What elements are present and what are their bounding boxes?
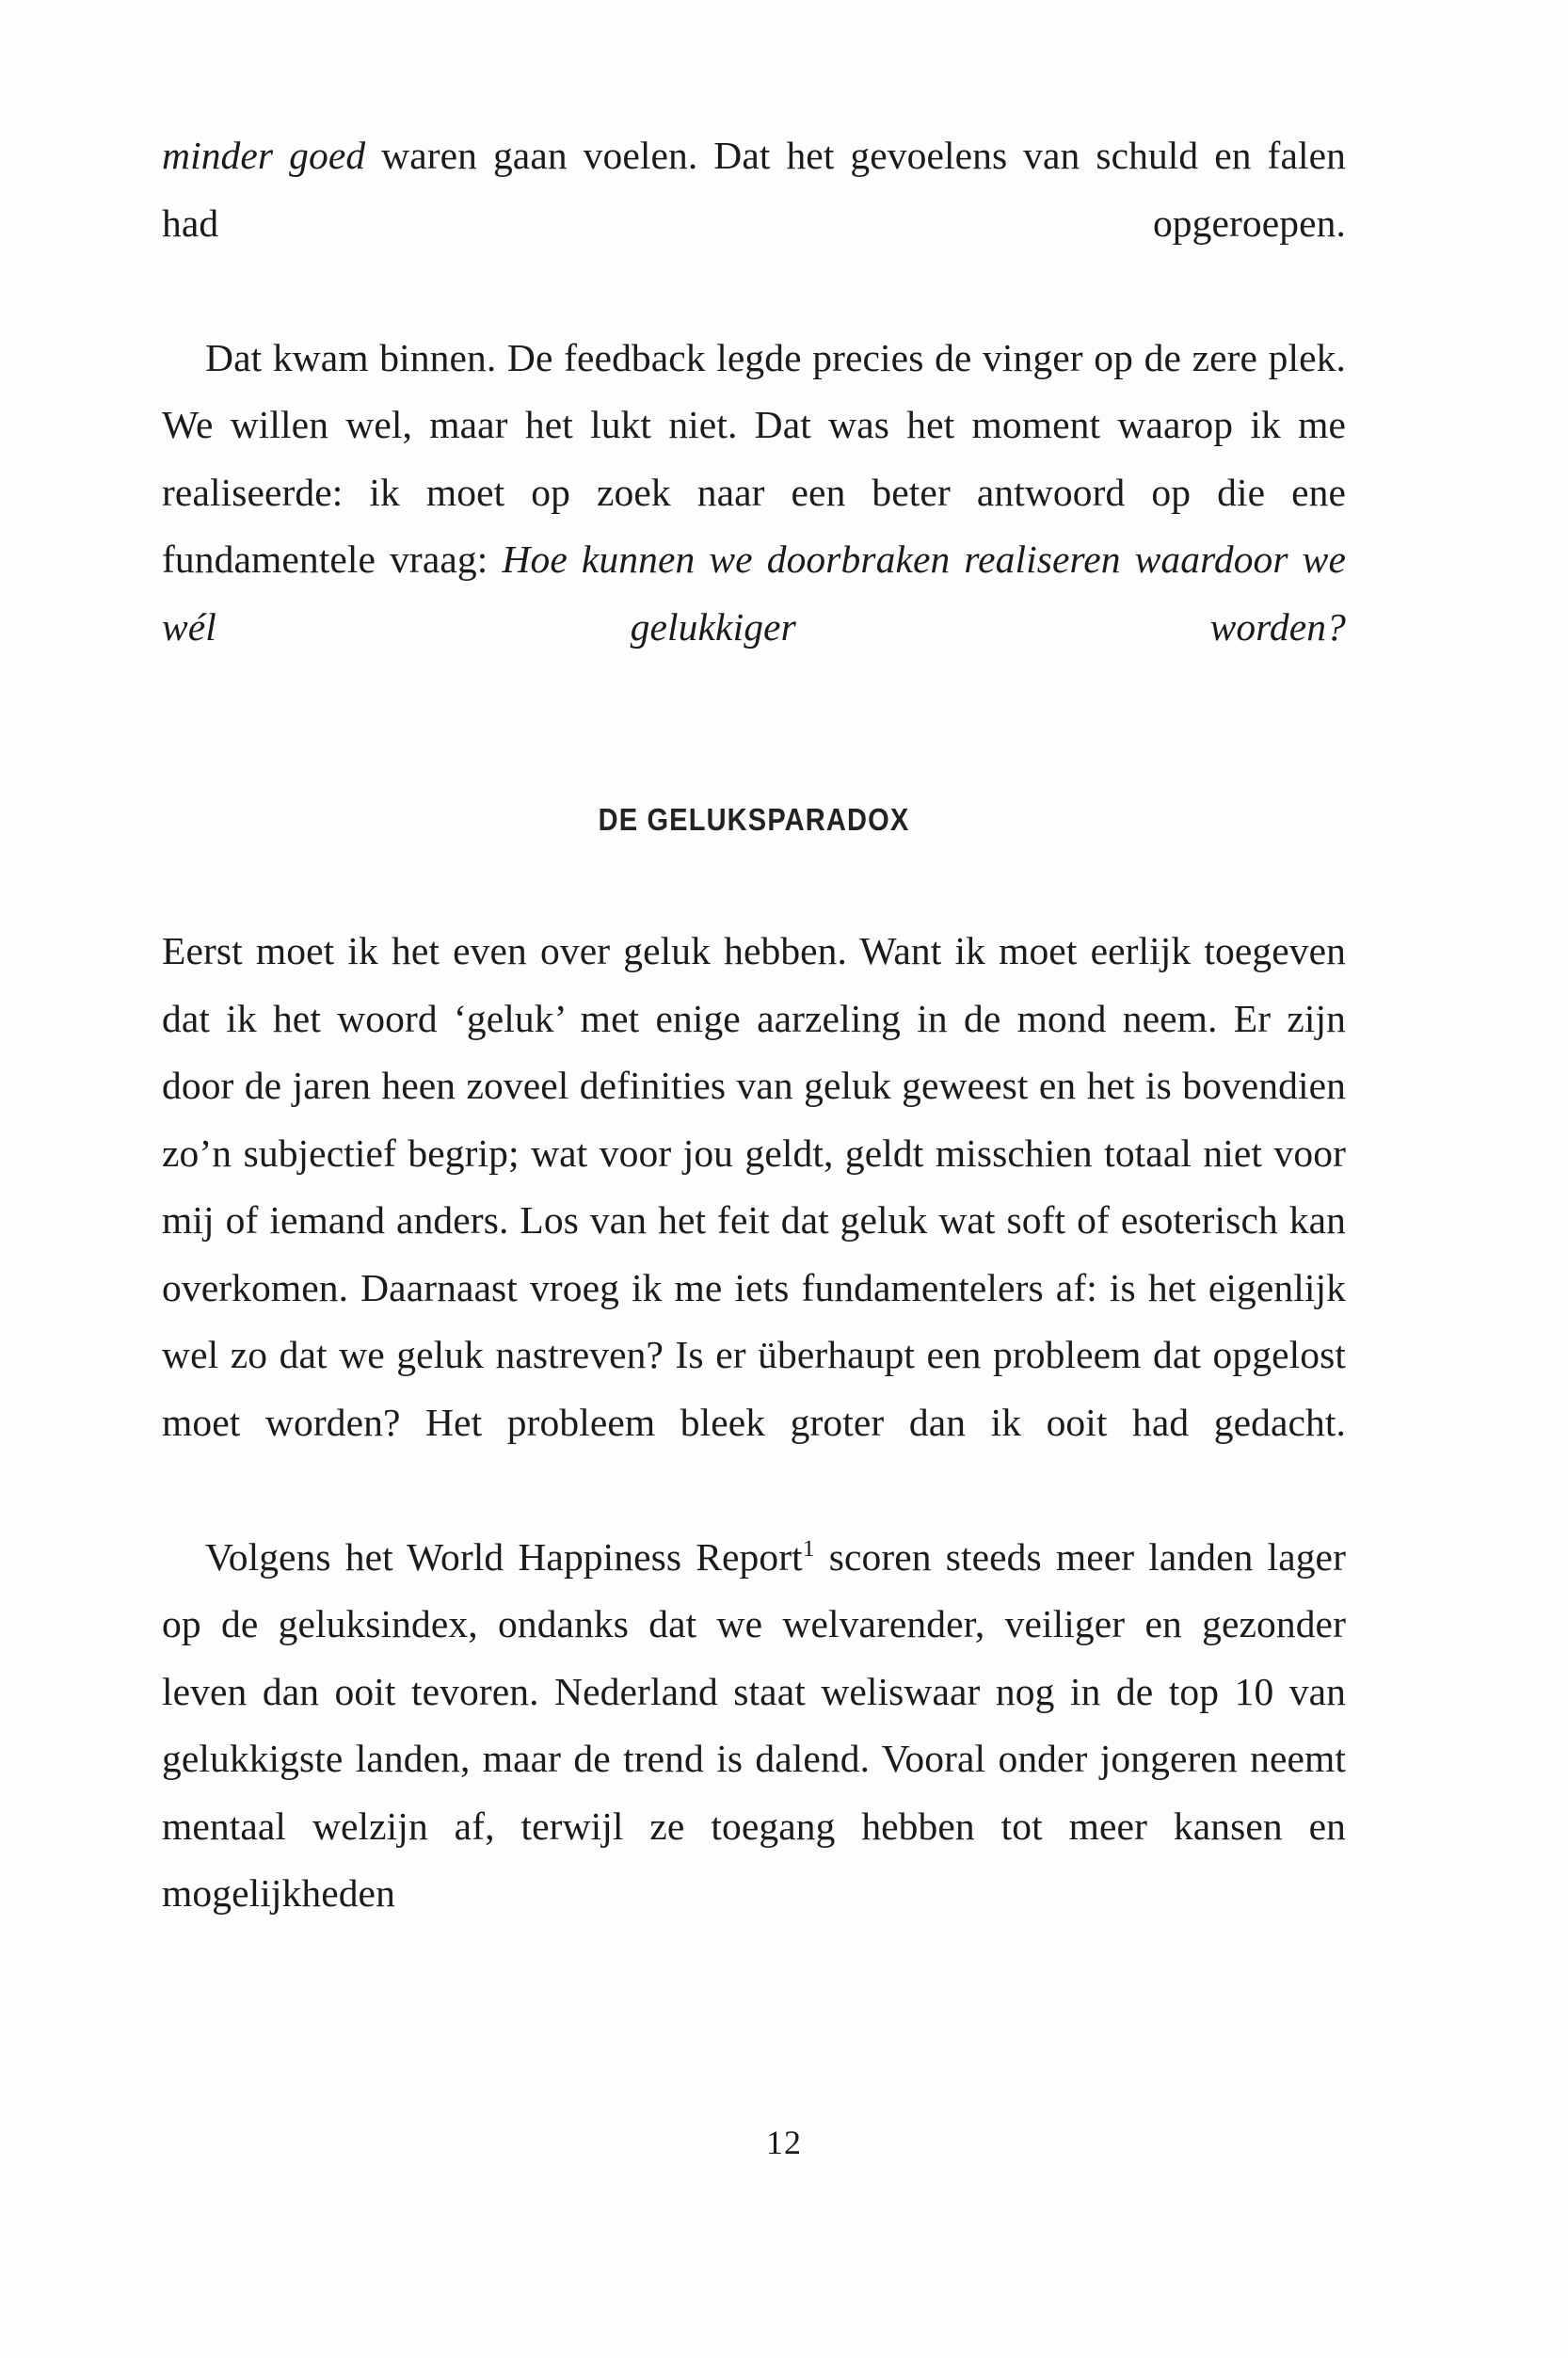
paragraph-2 [162, 325, 1346, 729]
paragraph-1-rest: waren gaan voelen. Dat het gevoelens van schuld en falen had opgeroepen. [162, 134, 1346, 245]
paragraph-4 [162, 1524, 1346, 1996]
paragraph-4-text-before-footnote: Volgens het World Happiness Report [205, 1534, 803, 1579]
paragraph-continuation [162, 122, 1346, 325]
italic-lead-phrase: minder goed [162, 134, 366, 177]
footnote-reference-marker: 1 [802, 1533, 815, 1562]
italic-question: Hoe kunnen we doorbraken realiseren waardoor we wél gelukkiger worden? [162, 537, 1346, 649]
paragraph-2-text: Dat kwam binnen. De feedback legde precies de vinger op de zere plek. We willen wel, maar het lukt niet. Dat was het moment waarop ik me realiseerde: ik moet op zoek naar een beter antwoord op die ene fundamentele vraag: [162, 335, 1346, 581]
page-number: 12 [766, 2124, 802, 2161]
paragraph-3: Eerst moet ik het even over geluk hebben. Want ik moet eerlijk toegeven dat ik het woord ‘geluk’ met enige aarzeling in de mond neem. Er zijn door de jaren heen zoveel definities van geluk geweest en het is bovendien zo’n subjectief begrip; wat voor jou geldt, geldt misschien totaal niet voor mij of iemand anders. Los van het feit dat geluk wat soft of esoterisch kan overkomen. Daarnaast vroeg ik me iets fundamentelers af: is het eigenlijk wel zo dat we geluk nastreven? Is er überhaupt een probleem dat opgelost moet worden? Het probleem bleek groter dan ik ooit had gedacht. [162, 929, 1346, 1444]
paragraph-4-text-after-footnote: scoren steeds meer landen lager op de geluksindex, ondanks dat we welvarender, veiliger en gezonder leven dan ooit tevoren. Nederland staat weliswaar nog in de top 10 van gelukkigste landen, maar de trend is dalend. Vooral onder jongeren neemt mentaal welzijn af, terwijl ze toegang hebben tot meer kansen en mogelijkheden [162, 1534, 1346, 1915]
section-heading: DE GELUKSPARADOX [598, 802, 910, 837]
upper-text-block [162, 122, 1346, 729]
lower-text-block [162, 918, 1346, 1995]
